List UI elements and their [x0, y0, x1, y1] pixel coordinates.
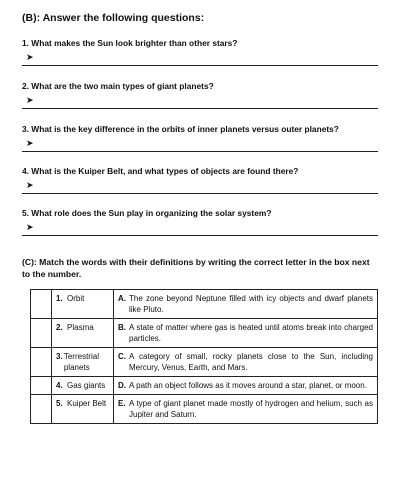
term-cell [52, 377, 114, 395]
answer-line [22, 193, 378, 194]
term-label: Terrestrial planets [63, 352, 99, 372]
question-2 [22, 81, 378, 109]
question-text: 5. What role does the Sun play in organizing the solar system? [22, 208, 272, 218]
table-row [31, 290, 378, 319]
answer-box[interactable] [31, 395, 52, 424]
term-number: 5. [56, 399, 63, 408]
term-label: Gas giants [67, 381, 106, 390]
term-number: 2. [56, 323, 63, 332]
term-cell [52, 290, 114, 319]
definition-cell [114, 319, 378, 348]
table-row [31, 319, 378, 348]
section-b-title: (B): Answer the following questions: [22, 12, 205, 24]
section-c-title: (C): Match the words with their definitions by writing the correct letter in the box next to the number. [22, 257, 370, 279]
definition-cell [114, 290, 378, 319]
arrow-bullet-icon: ➤ [26, 52, 34, 62]
answer-line [22, 235, 378, 236]
question-5 [22, 208, 378, 236]
arrow-bullet-icon: ➤ [26, 138, 34, 148]
answer-field[interactable] [22, 180, 378, 194]
arrow-bullet-icon: ➤ [26, 95, 34, 105]
definition-letter: D. [118, 381, 126, 390]
term-number: 3. [56, 352, 63, 361]
term-number: 4. [56, 381, 63, 390]
definition-cell [114, 377, 378, 395]
definition-cell [114, 348, 378, 377]
table-row [31, 395, 378, 424]
answer-line [22, 108, 378, 109]
question-3 [22, 124, 378, 152]
answer-box[interactable] [31, 290, 52, 319]
question-text: 3. What is the key difference in the orbits of inner planets versus outer planets? [22, 124, 339, 134]
definition-text: The zone beyond Neptune filled with icy objects and dwarf planets like Pluto. [129, 294, 373, 314]
answer-box[interactable] [31, 348, 52, 377]
term-label: Kuiper Belt [67, 399, 107, 408]
term-label: Orbit [67, 294, 85, 303]
question-1 [22, 38, 378, 66]
answer-line [22, 65, 378, 66]
definition-text: A type of giant planet made mostly of hydrogen and helium, such as Jupiter and Saturn. [129, 399, 373, 419]
definition-cell [114, 395, 378, 424]
definition-letter: C. [118, 352, 126, 361]
answer-box[interactable] [31, 319, 52, 348]
definition-text: A state of matter where gas is heated until atoms break into charged particles. [129, 323, 373, 343]
term-cell [52, 348, 114, 377]
term-label: Plasma [67, 323, 94, 332]
term-number: 1. [56, 294, 63, 303]
answer-line [22, 151, 378, 152]
matching-table [30, 289, 378, 424]
table-row [31, 377, 378, 395]
definition-text: A path an object follows as it moves around a star, planet, or moon. [129, 381, 367, 390]
question-text: 4. What is the Kuiper Belt, and what types of objects are found there? [22, 166, 299, 176]
answer-field[interactable] [22, 52, 378, 66]
answer-field[interactable] [22, 95, 378, 109]
question-4 [22, 166, 378, 194]
question-text: 1. What makes the Sun look brighter than other stars? [22, 38, 238, 48]
answer-field[interactable] [22, 222, 378, 236]
table-row [31, 348, 378, 377]
term-cell [52, 319, 114, 348]
arrow-bullet-icon: ➤ [26, 222, 34, 232]
definition-text: A category of small, rocky planets close to the Sun, including Mercury, Venus, Earth, and Mars. [129, 352, 373, 372]
answer-box[interactable] [31, 377, 52, 395]
term-cell [52, 395, 114, 424]
answer-field[interactable] [22, 138, 378, 152]
definition-letter: A. [118, 294, 126, 303]
question-text: 2. What are the two main types of giant planets? [22, 81, 214, 91]
definition-letter: E. [118, 399, 126, 408]
arrow-bullet-icon: ➤ [26, 180, 34, 190]
definition-letter: B. [118, 323, 126, 332]
